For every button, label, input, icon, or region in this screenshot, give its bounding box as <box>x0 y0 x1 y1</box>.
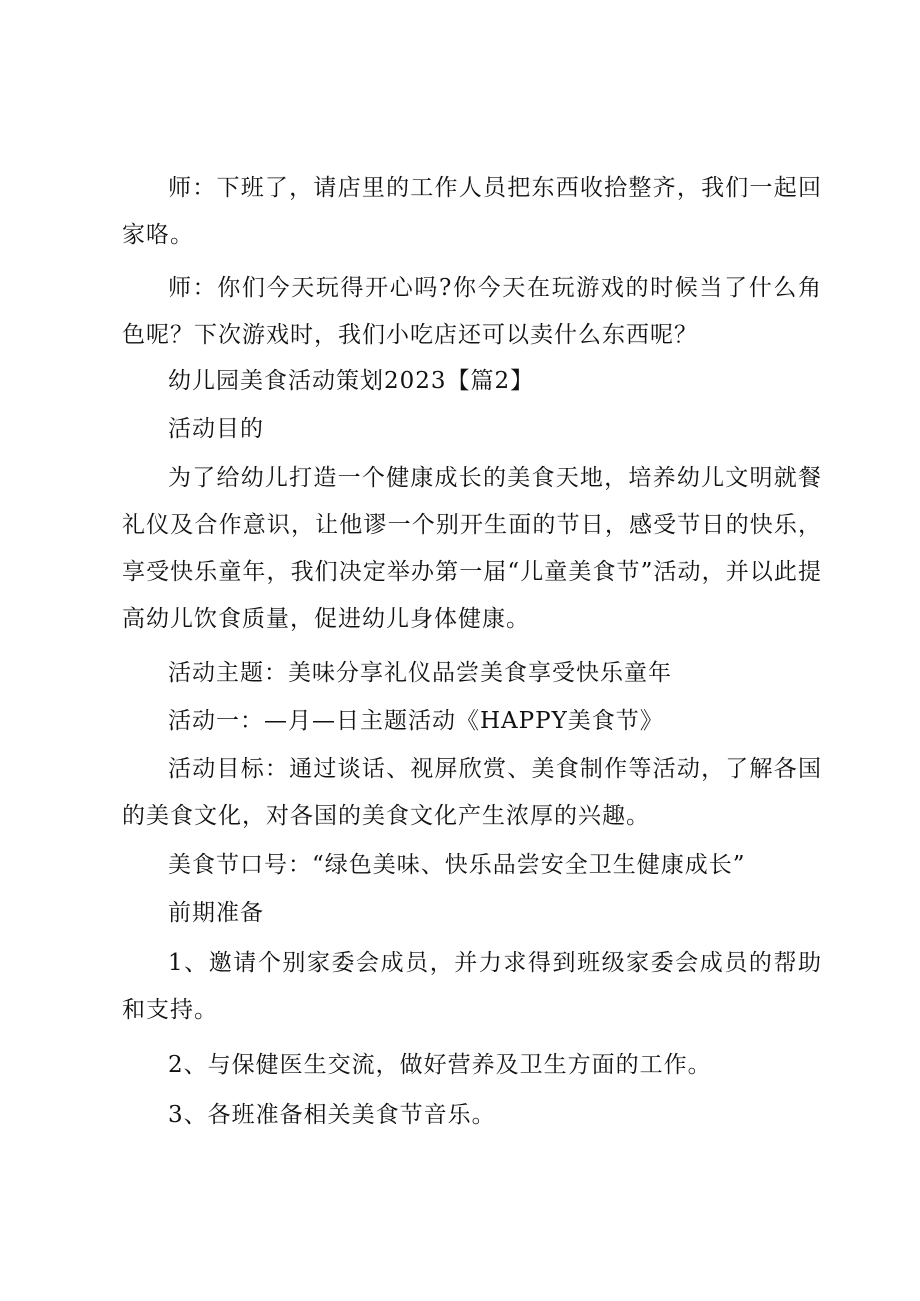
section-heading: 幼儿园美食活动策划2023【篇2】 <box>168 368 535 394</box>
paragraph-teacher-closing: 师：下班了，请店里的工作人员把东西收拾整齐，我们一起回家咯。 <box>122 175 822 248</box>
paragraph-activity-one: 活动一：—月—日主题活动《HAPPY美食节》 <box>168 708 664 734</box>
paragraph-teacher-questions: 师：你们今天玩得开心吗?你今天在玩游戏的时候当了什么角色呢？下次游戏时，我们小吃店还可以卖什么东西呢？ <box>122 275 822 348</box>
subheading-activity-purpose: 活动目的 <box>168 416 264 442</box>
paragraph-activity-purpose: 为了给幼儿打造一个健康成长的美食天地，培养幼儿文明就餐礼仪及合作意识，让他谬一个别开生面的节日，感受节日的快乐，享受快乐童年，我们决定举办第一届“儿童美食节”活动，并以此提高幼儿饮食质量，促进幼儿身体健康。 <box>122 465 822 632</box>
subheading-preparation: 前期准备 <box>168 900 264 926</box>
list-item-prep-2: 2、与保健医生交流，做好营养及卫生方面的工作。 <box>168 1052 712 1078</box>
list-item-prep-3: 3、各班准备相关美食节音乐。 <box>168 1102 496 1128</box>
paragraph-activity-theme: 活动主题：美味分享礼仪品尝美食享受快乐童年 <box>168 660 672 686</box>
paragraph-activity-goal: 活动目标：通过谈话、视屏欣赏、美食制作等活动，了解各国的美食文化，对各国的美食文化产生浓厚的兴趣。 <box>122 756 822 829</box>
list-item-prep-1: 1、邀请个别家委会成员，并力求得到班级家委会成员的帮助和支持。 <box>122 950 822 1023</box>
paragraph-slogan: 美食节口号：“绿色美味、快乐品尝安全卫生健康成长” <box>168 852 746 878</box>
